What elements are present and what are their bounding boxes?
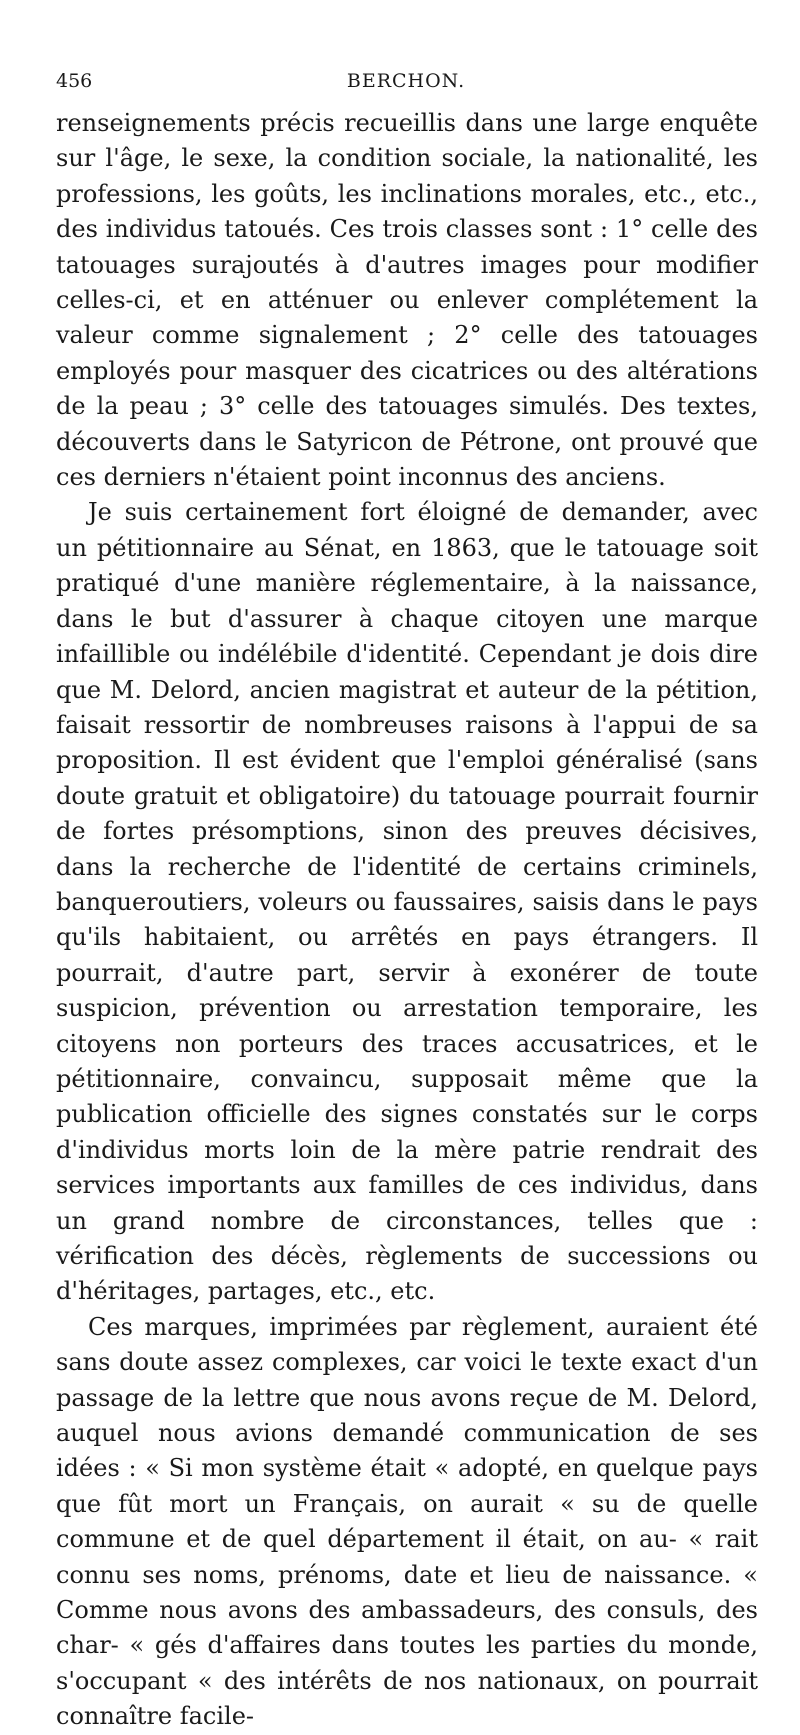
running-title: BERCHON. <box>346 70 466 92</box>
paragraph: renseignements précis recueillis dans une large enquête sur l'âge, le sexe, la condition sociale, la nationalité, les professions, les goûts, les inclinations morales, etc., etc., des individus tatoués. Ces trois classes sont : 1° celle des tatouages surajoutés à d'autres images pour modifier celles-ci, et en atténuer ou enlever complétement la valeur comme signalement ; 2° celle des tatouages employés pour masquer des cicatrices ou des altérations de la peau ; 3° celle des tatouages simulés. Des textes, découverts dans le Satyricon de Pétrone, ont prouvé que ces derniers n'étaient point inconnus des anciens. <box>56 109 758 492</box>
body-text <box>56 106 758 1735</box>
paragraph: Ces marques, imprimées par règlement, auraient été sans doute assez complexes, car voici le texte exact d'un passage de la lettre que nous avons reçue de M. Delord, auquel nous avions demandé communication de ses idées : « Si mon système était « adopté, en quelque pays que fût mort un Français, on aurait « su de quelle commune et de quel département il était, on au- « rait connu ses noms, prénoms, date et lieu de naissance. « Comme nous avons des ambassadeurs, des consuls, des char- « gés d'affaires dans toutes les parties du monde, s'occupant « des intérêts de nos nationaux, on pourrait connaître facile- <box>56 1312 758 1731</box>
paragraph: Je suis certainement fort éloigné de demander, avec un pétitionnaire au Sénat, en 1863, que le tatouage soit pratiqué d'une manière réglementaire, à la naissance, dans le but d'assurer à chaque citoyen une marque infaillible ou indélébile d'identité. Cependant je dois dire que M. Delord, ancien magistrat et auteur de la pétition, faisait ressortir de nombreuses raisons à l'appui de sa proposition. Il est évident que l'emploi généralisé (sans doute gratuit et obligatoire) du tatouage pourrait fournir de fortes présomptions, sinon des preuves décisives, dans la recherche de l'identité de certains criminels, banqueroutiers, voleurs ou faussaires, saisis dans le pays qu'ils habitaient, ou arrêtés en pays étrangers. Il pourrait, d'autre part, servir à exonérer de toute suspicion, prévention ou arrestation temporaire, les citoyens non porteurs des traces accusatrices, et le pétitionnaire, convaincu, supposait même que la publication officielle des signes constatés sur le corps d'individus morts loin de la mère patrie rendrait des services importants aux familles de ces individus, dans un grand nombre de circonstances, telles que : vérification des décès, règlements de successions ou d'héritages, partages, etc., etc. <box>56 498 758 1306</box>
page-header <box>56 70 756 96</box>
page-number: 456 <box>56 70 93 92</box>
